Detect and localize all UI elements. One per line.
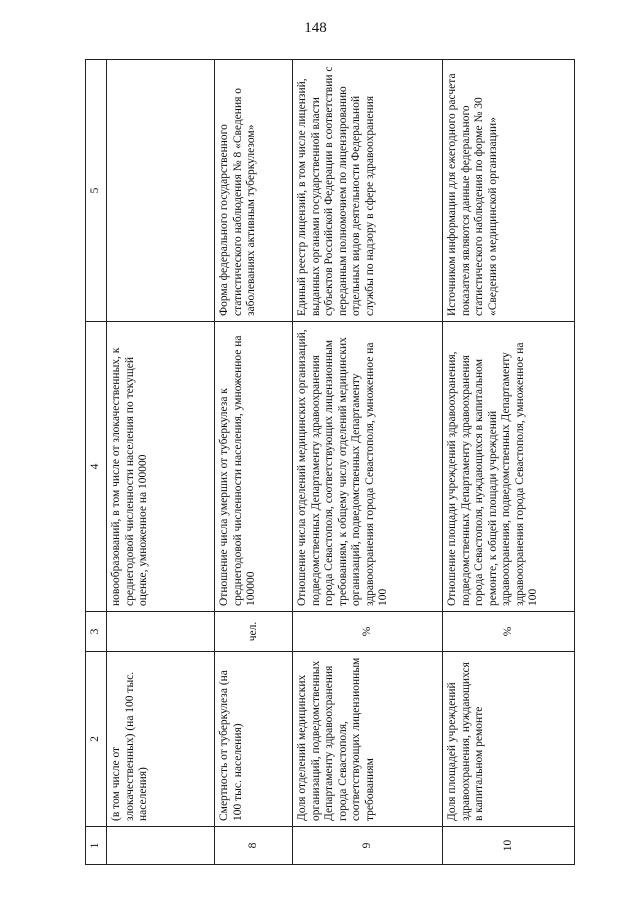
page-number: 148 (304, 20, 327, 36)
header-col-5: 5 (86, 60, 107, 322)
data-source: Форма федерального государственного статистического наблюдения № 8 «Сведения о заболеваниях активным туберкулезом» (215, 60, 293, 322)
unit-cell (107, 612, 215, 652)
data-source (107, 60, 215, 322)
data-source: Единый реестр лицензий, в том числе лицензий, выданных органами государственной власти субъектов Российской Федерации в соответствии с переданным полномочием по лицензированию отдельных видов деятельности Федеральной службы по надзору в сфере здравоохранения (293, 60, 443, 322)
row-number: 9 (293, 827, 443, 865)
data-source: Источником информации для ежегодного расчета показателя являются данные федерального статистического наблюдения по форме № 30 «Сведения о медицинской организации» (443, 60, 575, 322)
table-header-row (86, 60, 107, 865)
table-row (293, 60, 443, 865)
unit-cell: чел. (215, 612, 293, 652)
indicator-table (85, 59, 575, 865)
indicator-name: Доля отделений медицинских организаций, подведомственных Департаменту здравоохранения города Севастополя, соответствующих лицензионным требованиям (293, 652, 443, 827)
calculation-method: новообразований, в том числе от злокачественных, к среднегодовой численности населения по текущей оценке, умноженное на 100000 (107, 322, 215, 612)
calculation-method: Отношение площади учреждений здравоохранения, подведомственных Департаменту здравоохранения города Севастополя, нуждающихся в капитальном ремонте, к общей площади учреждений здравоохранения, подведомственных Департаменту здравоохранения города Севастополя, умноженное на 100 (443, 322, 575, 612)
table-row (107, 60, 215, 865)
unit-cell: % (293, 612, 443, 652)
table-row (443, 60, 575, 865)
row-number: 8 (215, 827, 293, 865)
indicator-name: (в том числе от злокачественных) (на 100 тыс. населения) (107, 652, 215, 827)
row-number (107, 827, 215, 865)
header-col-4: 4 (86, 322, 107, 612)
row-number: 10 (443, 827, 575, 865)
header-col-1: 1 (86, 827, 107, 865)
table-row (215, 60, 293, 865)
indicator-table-rotated (85, 60, 575, 865)
indicator-name: Смертность от туберкулеза (на 100 тыс. населения) (215, 652, 293, 827)
calculation-method: Отношение числа умерших от туберкулеза к среднегодовой численности населения, умноженное на 100000 (215, 322, 293, 612)
indicator-name: Доля площадей учреждений здравоохранения, нуждающихся в капитальном ремонте (443, 652, 575, 827)
calculation-method: Отношение числа отделений медицинских организаций, подведомственных Департаменту здравоохранения города Севастополя, соответствующих лицензионным требованиям, к общему числу отделений медицинских организаций, подведомственных Департаменту здравоохранения города Севастополя, умноженное на 100 (293, 322, 443, 612)
header-col-2: 2 (86, 652, 107, 827)
unit-cell: % (443, 612, 575, 652)
header-col-3: 3 (86, 612, 107, 652)
